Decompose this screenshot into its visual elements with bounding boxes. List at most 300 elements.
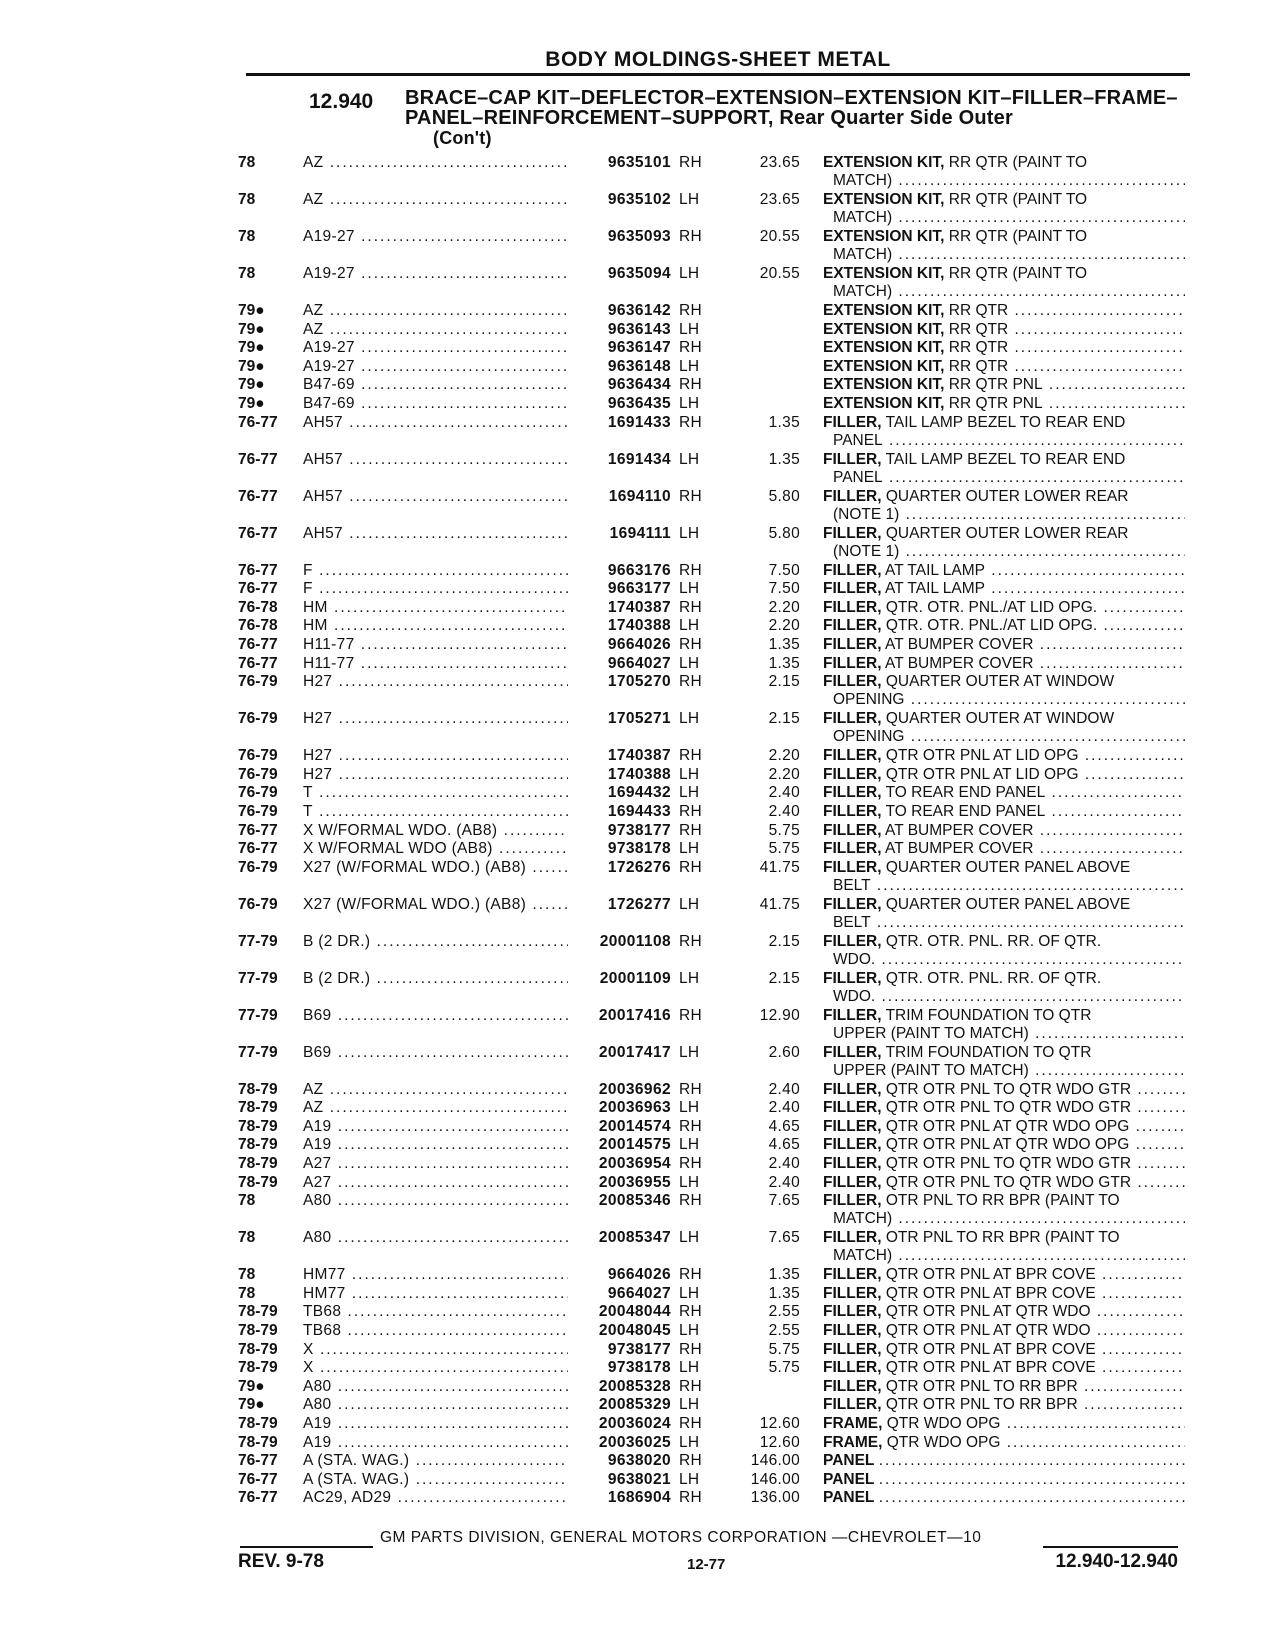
part-number: 1694110: [608, 487, 671, 505]
section-range: 12.940-12.940: [1055, 1551, 1178, 1572]
model-year: 76-77: [238, 413, 278, 431]
part-number: 20085346: [598, 1192, 671, 1210]
model-year: 78: [238, 1284, 256, 1302]
part-name: EXTENSION KIT,: [823, 154, 945, 171]
description-text: RR QTR PNL: [948, 394, 1043, 412]
list-price: 1.35: [768, 654, 800, 672]
model-code: H27 .....: [303, 747, 568, 765]
model-year: 76-77: [238, 1470, 278, 1488]
part-number: 20036962: [598, 1080, 671, 1098]
part-description: [823, 1378, 1185, 1396]
table-row: [0, 896, 1280, 933]
description-line: [823, 1155, 1185, 1173]
part-number: 20085329: [598, 1396, 671, 1414]
table-row: [0, 562, 1280, 581]
description-continuation: MATCH) .....: [823, 283, 1185, 301]
description-line: [823, 488, 1185, 506]
description-line: [823, 1285, 1185, 1303]
description-line: [823, 376, 1185, 394]
table-row: [0, 302, 1280, 321]
model-code: B (2 DR.) .....: [303, 933, 568, 951]
table-row: [0, 1285, 1280, 1304]
model-year: 78-79: [238, 1340, 278, 1358]
description-text: QTR OTR PNL TO QTR WDO GTR: [885, 1173, 1132, 1191]
description-line: [823, 1341, 1185, 1359]
description-line: [823, 228, 1185, 246]
model-code: A80 .....: [303, 1192, 568, 1210]
description-line: [823, 395, 1185, 413]
description-text: TO REAR END PANEL: [885, 784, 1046, 802]
model-code: T .....: [303, 784, 568, 802]
description-text: TRIM FOUNDATION TO QTR: [885, 1043, 1092, 1061]
table-row: [0, 1155, 1280, 1174]
table-row: [0, 599, 1280, 618]
model-code: A19 .....: [303, 1118, 568, 1136]
model-year: 78-79: [238, 1415, 278, 1432]
list-price: 2.55: [768, 1303, 800, 1321]
model-code: AC29, AD29 .....: [303, 1489, 568, 1507]
description-line: [823, 1118, 1185, 1136]
model-year: 78: [238, 191, 256, 208]
side-code: RH: [679, 635, 702, 653]
description-text: QTR OTR PNL AT LID OPG: [885, 765, 1079, 783]
description-text: RR QTR: [948, 320, 1009, 338]
part-name: FILLER,: [823, 858, 882, 876]
footer-rule-left: [240, 1546, 373, 1548]
part-number: 9738178: [607, 840, 671, 858]
side-code: RH: [679, 1080, 702, 1098]
table-row: [0, 1322, 1280, 1341]
description-line: [823, 673, 1185, 691]
part-name: EXTENSION KIT,: [823, 302, 945, 319]
part-number: 9636434: [607, 376, 671, 394]
side-code: RH: [679, 561, 702, 579]
part-name: FRAME,: [823, 1433, 883, 1451]
list-price: 7.50: [768, 580, 800, 598]
model-year: 76-79: [238, 858, 278, 876]
table-row: [0, 1396, 1280, 1415]
table-row: [0, 451, 1280, 488]
side-code: LH: [679, 394, 700, 412]
model-year: 79●: [238, 394, 265, 412]
table-row: [0, 1266, 1280, 1285]
part-description: [823, 1489, 1185, 1507]
part-description: [823, 1174, 1185, 1192]
description-text: RR QTR (PAINT TO: [948, 228, 1088, 245]
description-line: [823, 747, 1185, 765]
table-row: [0, 784, 1280, 803]
list-price: 2.40: [768, 784, 800, 802]
model-year: 76-78: [238, 617, 278, 635]
description-text: QUARTER OUTER AT WINDOW: [885, 673, 1115, 691]
model-code: TB68 .....: [303, 1322, 568, 1340]
table-row: [0, 803, 1280, 822]
model-code: AZ .....: [303, 321, 568, 339]
list-price: 7.65: [768, 1229, 800, 1247]
part-name: FILLER,: [823, 487, 882, 505]
list-price: 23.65: [759, 191, 800, 208]
part-description: [823, 766, 1185, 784]
model-year: 76-77: [238, 580, 278, 598]
description-text: QTR OTR PNL AT QTR WDO: [885, 1322, 1091, 1340]
side-code: LH: [679, 784, 700, 802]
table-row: [0, 358, 1280, 377]
part-number: 9636147: [607, 339, 671, 357]
model-code: A19-27 .....: [303, 339, 568, 357]
section-title-tail: Rear Quarter Side Outer: [779, 107, 1013, 129]
part-name: EXTENSION KIT,: [823, 339, 945, 357]
description-line: [823, 562, 1185, 580]
description-text: AT BUMPER COVER: [885, 821, 1034, 839]
part-number: 20014574: [598, 1117, 671, 1135]
description-continuation: OPENING .....: [823, 728, 1185, 746]
part-name: EXTENSION KIT,: [823, 228, 945, 245]
list-price: 20.55: [759, 228, 800, 245]
part-name: FILLER,: [823, 1284, 882, 1302]
description-text: QUARTER OUTER LOWER REAR: [885, 487, 1129, 505]
part-description: [823, 1266, 1185, 1284]
model-code: B69 .....: [303, 1007, 568, 1025]
table-row: [0, 376, 1280, 395]
part-number: 20036963: [598, 1099, 671, 1117]
model-year: 76-79: [238, 802, 278, 820]
model-code: HM77 .....: [303, 1266, 568, 1284]
part-description: [823, 1415, 1185, 1433]
part-number: 1686904: [607, 1489, 671, 1507]
list-price: 2.40: [768, 1155, 800, 1173]
side-code: LH: [679, 617, 700, 635]
model-code: H27 .....: [303, 673, 568, 691]
description-text: TAIL LAMP BEZEL TO REAR END: [885, 413, 1126, 431]
part-description: [823, 970, 1185, 1006]
part-number: 1740387: [607, 598, 671, 616]
description-text: TO REAR END PANEL: [885, 802, 1046, 820]
part-number: 9635102: [607, 191, 671, 208]
part-description: [823, 617, 1185, 635]
description-continuation: MATCH) .....: [823, 1247, 1185, 1265]
model-year: 77-79: [238, 932, 278, 950]
part-description: [823, 154, 1185, 190]
part-name: EXTENSION KIT,: [823, 357, 945, 375]
list-price: 2.15: [768, 673, 800, 691]
model-year: 76-77: [238, 1452, 278, 1470]
part-description: [823, 580, 1185, 598]
description-text: QTR. OTR. PNL. RR. OF QTR.: [885, 932, 1102, 950]
model-code: B47-69 .....: [303, 395, 568, 413]
model-code: AH57 .....: [303, 451, 568, 469]
description-continuation: (NOTE 1) .....: [823, 506, 1185, 524]
model-code: AZ .....: [303, 154, 568, 172]
list-price: 2.40: [768, 1099, 800, 1117]
description-text: AT BUMPER COVER: [885, 635, 1034, 653]
description-text: QTR OTR PNL AT QTR WDO OPG: [885, 1136, 1130, 1154]
model-year: 76-77: [238, 487, 278, 505]
side-code: LH: [679, 895, 700, 913]
model-year: 79●: [238, 376, 265, 394]
part-name: FILLER,: [823, 1173, 882, 1191]
list-price: 41.75: [759, 895, 800, 913]
side-code: RH: [679, 302, 702, 319]
table-row: [0, 1007, 1280, 1044]
description-line: [823, 636, 1185, 654]
description-continuation: WDO. .....: [823, 951, 1185, 969]
model-code: X27 (W/FORMAL WDO.) (AB8) .....: [303, 896, 568, 914]
model-code: A19-27 .....: [303, 358, 568, 376]
part-number: 20036955: [598, 1173, 671, 1191]
side-code: LH: [679, 191, 700, 208]
description-text: QTR. OTR. PNL./AT LID OPG.: [885, 598, 1098, 616]
model-code: X .....: [303, 1341, 568, 1359]
part-number: 20085347: [598, 1229, 671, 1247]
model-year: 79●: [238, 302, 265, 319]
model-code: A19-27 .....: [303, 228, 568, 246]
part-description: [823, 228, 1185, 264]
model-code: T .....: [303, 803, 568, 821]
description-text: QTR OTR PNL AT QTR WDO: [885, 1303, 1091, 1321]
side-code: RH: [679, 339, 702, 357]
table-row: [0, 395, 1280, 414]
part-description: [823, 191, 1185, 227]
side-code: RH: [679, 376, 702, 394]
side-code: LH: [679, 524, 700, 542]
description-continuation: OPENING .....: [823, 691, 1185, 709]
side-code: RH: [679, 228, 702, 245]
part-number: 20085328: [598, 1377, 671, 1395]
part-name: FILLER,: [823, 654, 882, 672]
part-description: [823, 1007, 1185, 1043]
description-line: [823, 1099, 1185, 1117]
model-code: AZ .....: [303, 191, 568, 209]
part-description: [823, 1044, 1185, 1080]
table-row: [0, 1341, 1280, 1360]
description-text: QTR OTR PNL TO QTR WDO GTR: [885, 1155, 1132, 1173]
description-line: [823, 933, 1185, 951]
model-year: 79●: [238, 1377, 265, 1395]
part-number: 9664026: [607, 635, 671, 653]
list-price: 1.35: [768, 450, 800, 468]
description-line: [823, 191, 1185, 209]
part-number: 9636143: [607, 320, 671, 338]
description-line: [823, 803, 1185, 821]
description-text: TRIM FOUNDATION TO QTR: [885, 1006, 1092, 1024]
model-code: X W/FORMAL WDO. (AB8) .....: [303, 822, 568, 840]
part-number: 20001109: [599, 969, 671, 987]
description-line: [823, 302, 1185, 320]
description-continuation: MATCH) .....: [823, 1210, 1185, 1228]
list-price: 4.65: [768, 1136, 800, 1154]
part-name: FILLER,: [823, 765, 882, 783]
description-line: [823, 1415, 1185, 1433]
part-name: FILLER,: [823, 1340, 882, 1358]
side-code: RH: [679, 1006, 702, 1024]
part-description: [823, 840, 1185, 858]
part-number: 1705270: [607, 673, 671, 691]
table-row: [0, 859, 1280, 896]
model-code: HM .....: [303, 599, 568, 617]
list-price: 2.15: [768, 969, 800, 987]
description-line: [823, 321, 1185, 339]
model-code: TB68 .....: [303, 1303, 568, 1321]
description-text: QTR WDO OPG: [886, 1433, 1001, 1451]
table-row: [0, 1099, 1280, 1118]
side-code: LH: [679, 580, 700, 598]
description-line: [823, 1007, 1185, 1025]
side-code: RH: [679, 487, 702, 505]
part-description: [823, 1192, 1185, 1228]
model-year: 76-77: [238, 1489, 278, 1507]
description-text: QTR WDO OPG: [886, 1415, 1001, 1432]
table-row: [0, 636, 1280, 655]
part-name: FILLER,: [823, 1006, 882, 1024]
table-row: [0, 840, 1280, 859]
table-row: [0, 1415, 1280, 1434]
model-year: 78-79: [238, 1080, 278, 1098]
model-year: 77-79: [238, 1043, 278, 1061]
side-code: RH: [679, 1340, 702, 1358]
model-year: 76-77: [238, 450, 278, 468]
table-row: [0, 710, 1280, 747]
part-number: 1694432: [607, 784, 671, 802]
part-name: FILLER,: [823, 1099, 882, 1117]
part-name: FILLER,: [823, 635, 882, 653]
description-text: TAIL LAMP BEZEL TO REAR END: [885, 450, 1126, 468]
part-name: FILLER,: [823, 1043, 882, 1061]
table-row: [0, 1359, 1280, 1378]
table-row: [0, 525, 1280, 562]
model-year: 79●: [238, 357, 265, 375]
model-code: F .....: [303, 580, 568, 598]
model-code: X W/FORMAL WDO (AB8) .....: [303, 840, 568, 858]
table-row: [0, 970, 1280, 1007]
model-year: 78-79: [238, 1359, 278, 1377]
list-price: 2.20: [768, 617, 800, 635]
model-year: 78-79: [238, 1099, 278, 1117]
list-price: 2.20: [768, 765, 800, 783]
model-code: A80 .....: [303, 1378, 568, 1396]
part-number: 20017416: [598, 1006, 671, 1024]
model-year: 77-79: [238, 1006, 278, 1024]
model-year: 76-79: [238, 673, 278, 691]
table-row: [0, 580, 1280, 599]
list-price: 5.80: [768, 487, 800, 505]
table-row: [0, 933, 1280, 970]
model-year: 78-79: [238, 1433, 278, 1451]
model-year: 76-77: [238, 840, 278, 858]
description-line: [823, 451, 1185, 469]
part-description: [823, 1229, 1185, 1265]
table-row: [0, 655, 1280, 674]
part-description: [823, 1341, 1185, 1359]
description-line: [823, 358, 1185, 376]
part-name: FILLER,: [823, 1303, 882, 1321]
part-name: FILLER,: [823, 413, 882, 431]
description-line: [823, 617, 1185, 635]
description-text: RR QTR (PAINT TO: [948, 265, 1088, 282]
table-row: [0, 191, 1280, 228]
description-text: QTR OTR PNL AT BPR COVE: [885, 1359, 1096, 1377]
model-code: X .....: [303, 1359, 568, 1377]
table-row: [0, 154, 1280, 191]
part-name: FILLER,: [823, 617, 882, 635]
side-code: RH: [679, 1377, 702, 1395]
page-header-title: BODY MOLDINGS-SHEET METAL: [545, 48, 891, 71]
description-line: [823, 1396, 1185, 1414]
model-year: 78: [238, 265, 256, 282]
model-year: 79●: [238, 1396, 265, 1414]
description-line: [823, 339, 1185, 357]
part-number: 9635093: [607, 228, 671, 245]
part-name: EXTENSION KIT,: [823, 320, 945, 338]
table-row: [0, 617, 1280, 636]
description-text: RR QTR (PAINT TO: [948, 191, 1088, 208]
list-price: 5.75: [768, 821, 800, 839]
table-row: [0, 1044, 1280, 1081]
side-code: RH: [679, 1415, 702, 1432]
model-code: H11-77 .....: [303, 636, 568, 654]
part-number: 9738178: [607, 1359, 671, 1377]
model-year: 79●: [238, 339, 265, 357]
description-line: [823, 655, 1185, 673]
part-number: 1691433: [607, 413, 671, 431]
description-line: [823, 1452, 1185, 1470]
side-code: RH: [679, 747, 702, 765]
part-description: [823, 1359, 1185, 1377]
model-code: H11-77 .....: [303, 655, 568, 673]
side-code: LH: [679, 654, 700, 672]
side-code: RH: [679, 802, 702, 820]
part-number: 1726276: [607, 858, 671, 876]
part-name: FILLER,: [823, 821, 882, 839]
model-year: 78-79: [238, 1155, 278, 1173]
table-row: [0, 339, 1280, 358]
description-line: [823, 1174, 1185, 1192]
table-row: [0, 673, 1280, 710]
description-line: [823, 1044, 1185, 1062]
model-year: 76-79: [238, 765, 278, 783]
side-code: LH: [679, 1136, 700, 1154]
description-line: [823, 1434, 1185, 1452]
table-row: [0, 1174, 1280, 1193]
description-line: [823, 784, 1185, 802]
description-text: QUARTER OUTER PANEL ABOVE: [885, 895, 1131, 913]
part-number: 9638021: [607, 1470, 671, 1488]
model-code: HM .....: [303, 617, 568, 635]
part-description: [823, 376, 1185, 394]
model-code: A80 .....: [303, 1396, 568, 1414]
list-price: 5.75: [768, 1359, 800, 1377]
part-name: FILLER,: [823, 1229, 882, 1247]
list-price: 1.35: [768, 635, 800, 653]
table-row: [0, 265, 1280, 302]
side-code: LH: [679, 450, 700, 468]
model-year: 76-77: [238, 821, 278, 839]
part-name: FILLER,: [823, 598, 882, 616]
table-row: [0, 1081, 1280, 1100]
part-description: [823, 710, 1185, 746]
part-number: 20036025: [598, 1433, 671, 1451]
description-continuation: MATCH) .....: [823, 209, 1185, 227]
table-row: [0, 1452, 1280, 1471]
part-description: [823, 655, 1185, 673]
part-description: [823, 302, 1185, 320]
part-name: FILLER,: [823, 840, 882, 858]
part-name: FILLER,: [823, 524, 882, 542]
part-description: [823, 414, 1185, 450]
side-code: RH: [679, 154, 702, 171]
part-number: 20017417: [598, 1043, 671, 1061]
part-description: [823, 784, 1185, 802]
list-price: 5.75: [768, 1340, 800, 1358]
